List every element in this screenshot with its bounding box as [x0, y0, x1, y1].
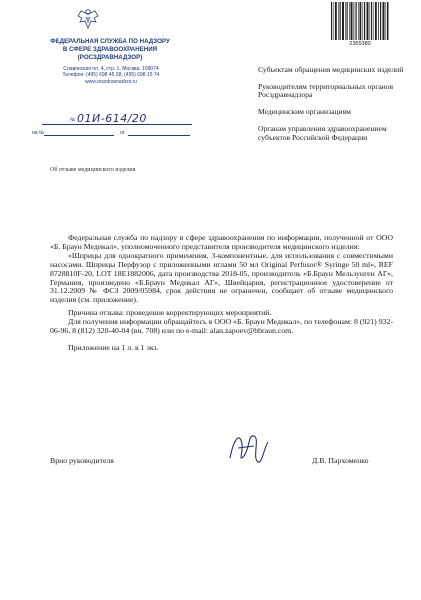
letter-body [50, 234, 393, 353]
recipient-item: Медицинским организациям [258, 107, 351, 117]
recipients-block [258, 66, 408, 150]
double-headed-eagle-emblem-icon [76, 6, 100, 32]
org-line: (РОСЗДРАВНАДЗОР) [77, 54, 143, 61]
organization-header [50, 38, 170, 62]
reg-number-prefix: № [70, 117, 76, 123]
recipient-item: Субъектам обращения медицинских изделий [258, 65, 404, 74]
barcode-icon [330, 2, 390, 40]
body-paragraph: Для получения информации обращайтесь в ООО «Б. Браун Медикал», по телефонам: 8 (921) 932-06-96, 8 (812) 320-40-04 (вн. 708) или по e-mail: alan.zapoev@bbraun.com. [50, 317, 393, 336]
recipient-item: Органам управления здравоохранением субъектов Российской Федерации [258, 123, 387, 142]
reg-from-label: от [120, 130, 125, 136]
handwritten-signature-icon [224, 428, 274, 468]
registration-number-line [30, 108, 220, 136]
org-line: ФЕДЕРАЛЬНАЯ СЛУЖБА ПО НАДЗОРУ [50, 38, 170, 45]
organization-address [52, 66, 170, 85]
body-paragraph: Федеральная служба по надзору в сфере здравоохранения по информации, полученной от ООО «Б. Браун Медикал», уполномоченного представителя производителя медицинского изделия: [50, 233, 393, 251]
body-paragraph: «Шприцы для однократного применения, 3-компонентные, для использования с совместимыми насосами. Шприцы Перфузор с приложенными иглами 50 мл Original Perfusor® Syringe 50 ml», REF 8728810F-20, LOT 18E1882006, дата производства 2018-05, производитель «Б.Браун Мельзунген АГ», Германия, произведено «Б.Браун Медикал АГ», Швейцария, регистрационное удостоверение от 31.12.2009 № ФСЗ 2009/05984, срок действия не ограничен, сообщает об отзыве медицинского изделия (см. приложение). [50, 250, 393, 305]
attachment-note: Приложение на 1 л. в 1 экз. [68, 342, 159, 352]
barcode-number: 2365380 [349, 41, 371, 47]
handwritten-reg-number: 01И-614/20 [77, 112, 147, 125]
org-line: В СФЕРЕ ЗДРАВООХРАНЕНИЯ [62, 46, 158, 53]
signatory-position: Врио руководителя [50, 456, 114, 465]
letter-subject: Об отзыве медицинского изделия [50, 167, 136, 173]
recipient-item: Руководителям территориальных органов Росздравнадзора [258, 81, 394, 100]
address-line: Славянская пл. 4, стр. 1, Москва, 109074 [63, 66, 159, 72]
body-paragraph: Причина отзыва: проведение корректирующих мероприятий. [68, 308, 272, 318]
signatory-name: Д.В. Пархоменко [312, 456, 369, 465]
reg-on-label: на № [32, 130, 45, 136]
reg-on-underline [44, 135, 114, 136]
address-line: www.roszdravnadzor.ru [85, 78, 137, 85]
reg-from-underline [128, 135, 190, 136]
address-line: Телефон: (495) 698 45 38; (495) 698 15 74 [62, 72, 160, 79]
